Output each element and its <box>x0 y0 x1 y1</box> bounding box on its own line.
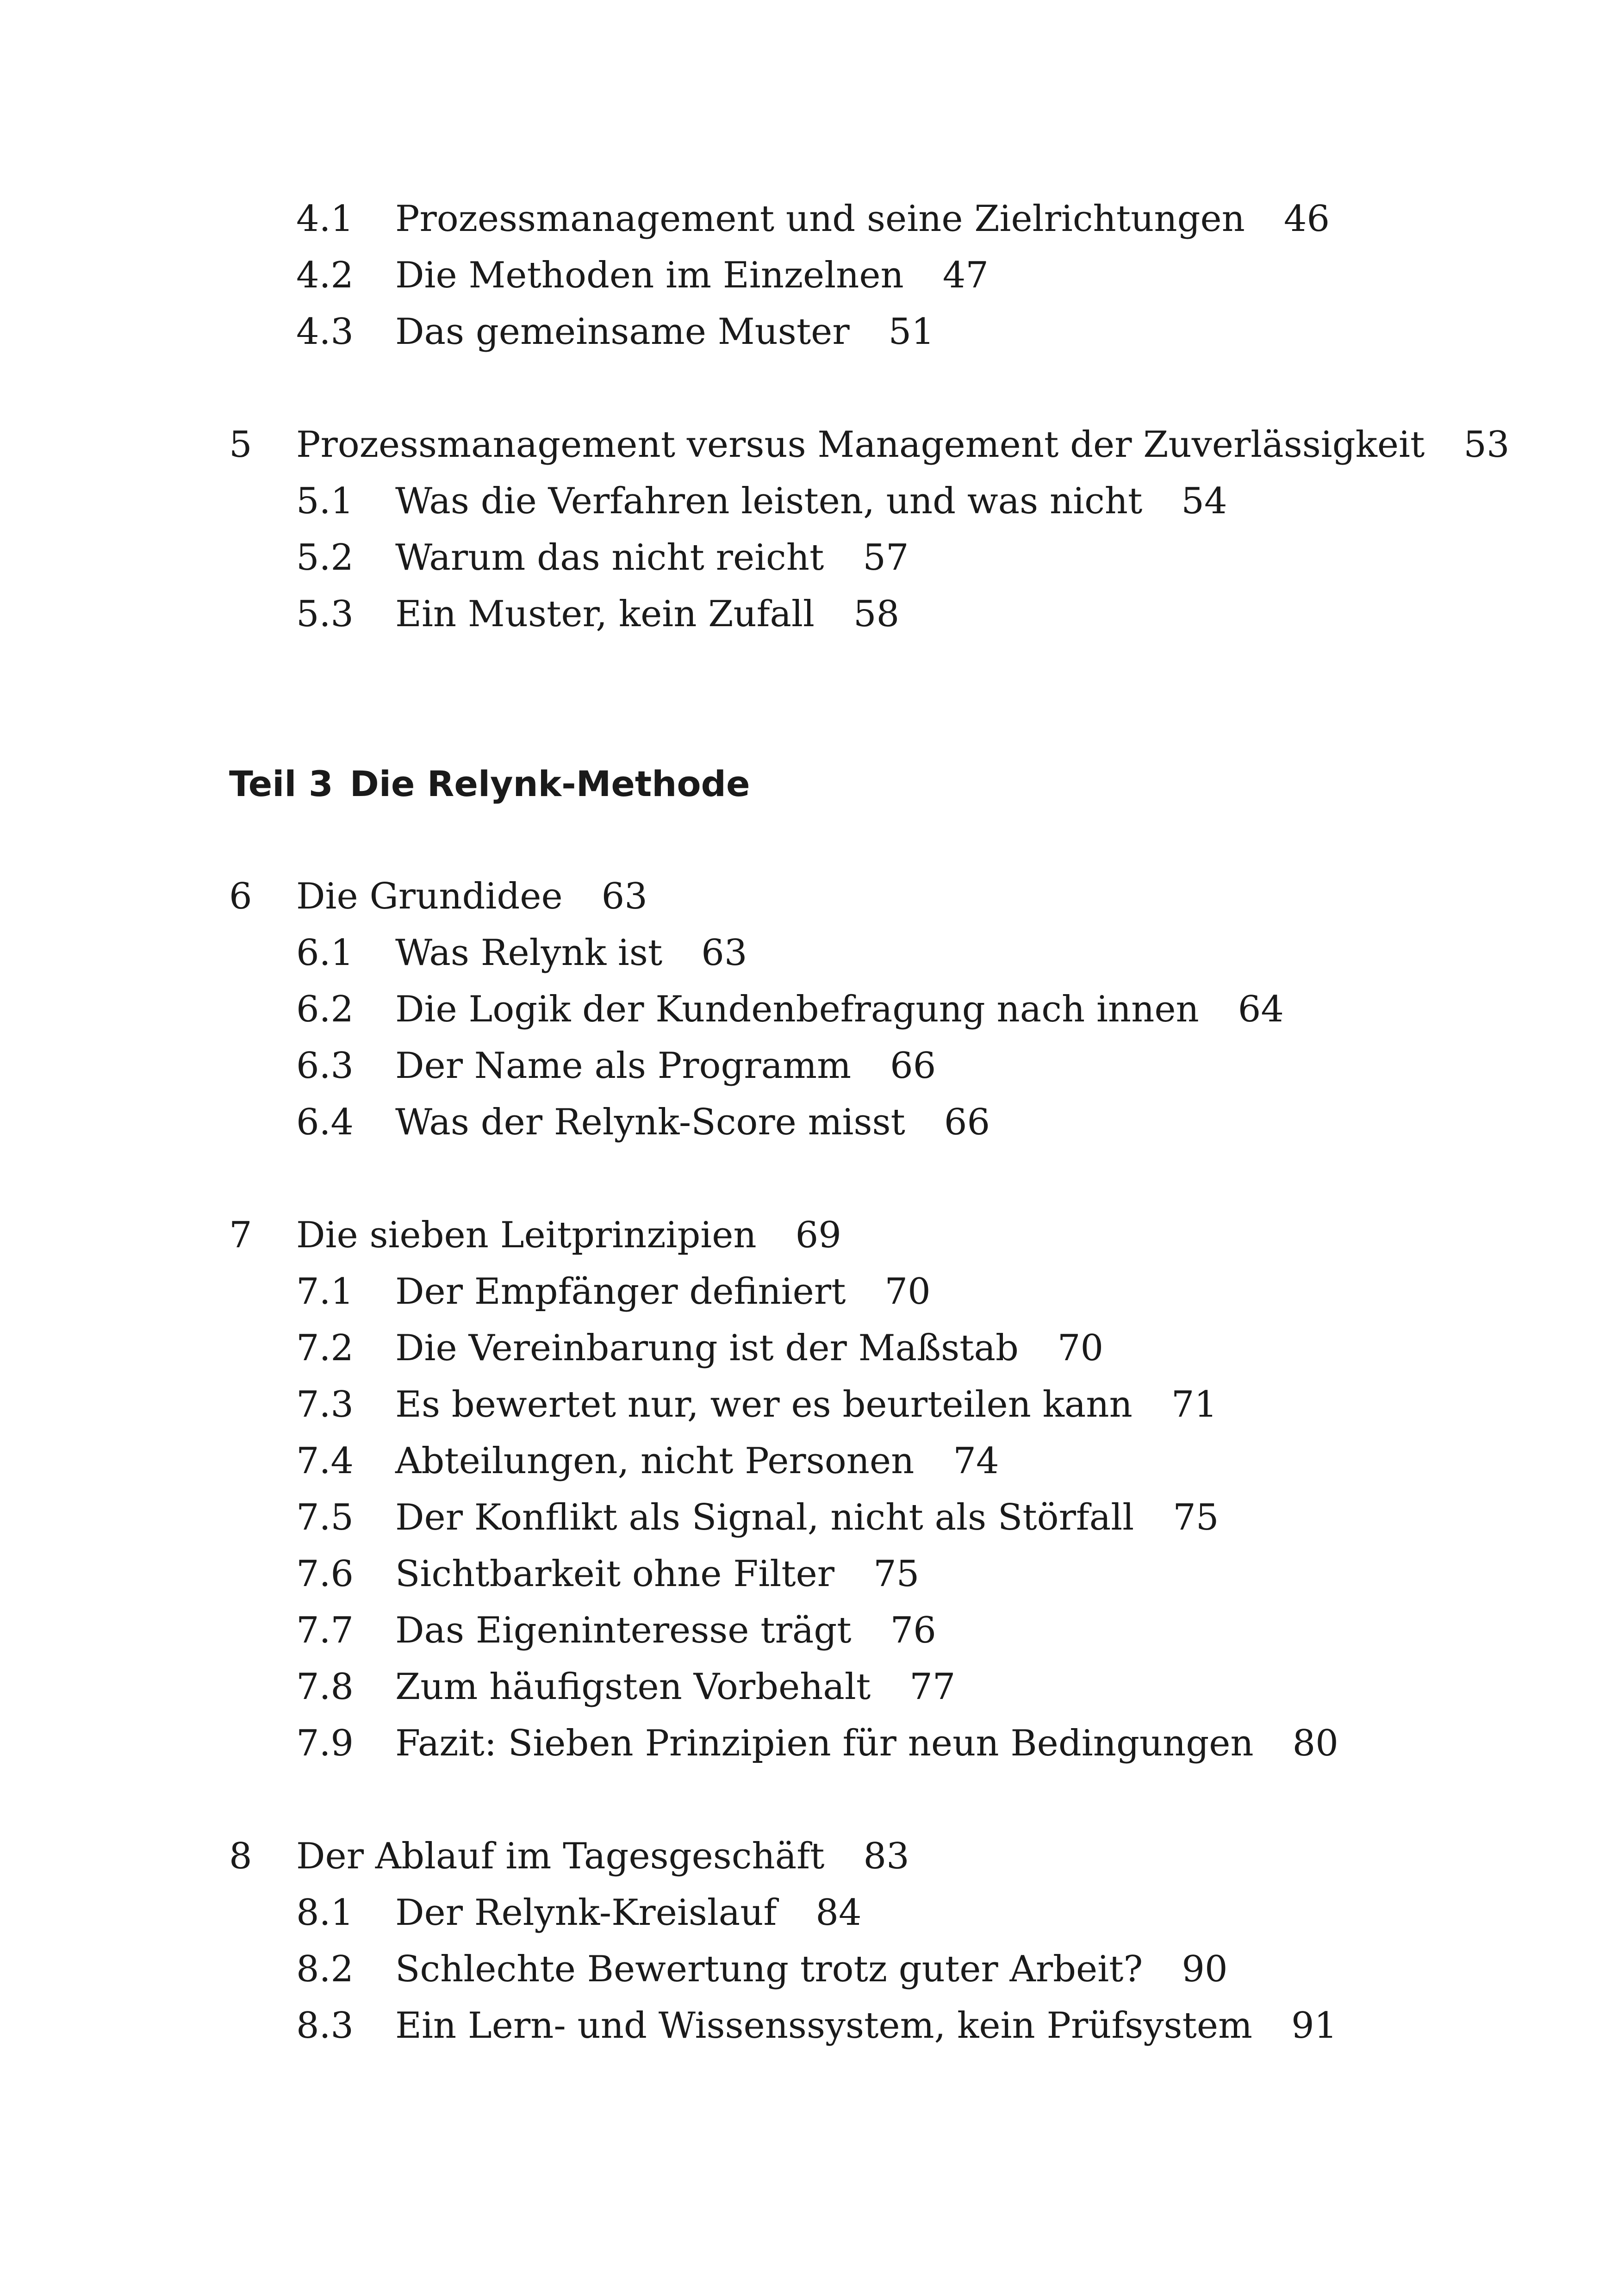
chapter-title-wrap <box>296 1828 909 1885</box>
entry-title: Der Name als Programm <box>395 1045 852 1087</box>
entry-title-wrap <box>395 529 909 586</box>
chapter-title: Die sieben Leitprinzipien <box>296 1214 757 1256</box>
entry-title: Zum häufigsten Vorbehalt <box>395 1666 871 1708</box>
entry-title-wrap <box>395 1489 1219 1546</box>
entry-number: 7.4 <box>296 1440 354 1482</box>
entry-number: 4.1 <box>296 198 354 240</box>
entry-title: Die Logik der Kundenbefragung nach innen <box>395 989 1199 1030</box>
part-label: Teil 3 <box>229 763 333 804</box>
entry-title: Der Empfänger definiert <box>395 1271 846 1313</box>
entry-page-number: 63 <box>701 932 747 974</box>
entry-number: 8.2 <box>296 1948 354 1990</box>
entry-number: 8.1 <box>296 1892 354 1934</box>
entry-page-number: 46 <box>1283 198 1330 240</box>
entry-page-number: 66 <box>890 1045 936 1087</box>
chapter-title: Die Grundidee <box>296 876 563 917</box>
entry-number: 7.3 <box>296 1384 354 1425</box>
entry-page-number: 71 <box>1171 1384 1218 1425</box>
chapter-page-number: 69 <box>795 1214 841 1256</box>
entry-title-wrap <box>395 191 1330 247</box>
chapter-number: 8 <box>229 1836 252 1877</box>
entry-number: 7.6 <box>296 1553 354 1595</box>
entry-page-number: 58 <box>853 593 900 635</box>
entry-title-wrap <box>395 925 747 981</box>
entry-title: Was Relynk ist <box>395 932 663 974</box>
entry-title: Der Konflikt als Signal, nicht als Störfall <box>395 1497 1134 1538</box>
chapter-page-number: 63 <box>601 876 647 917</box>
chapter-page-number: 83 <box>863 1836 909 1877</box>
entry-number: 7.2 <box>296 1327 354 1369</box>
entry-page-number: 70 <box>884 1271 931 1313</box>
entry-title-wrap <box>395 1094 990 1151</box>
entry-title-wrap <box>395 1320 1103 1376</box>
entry-page-number: 75 <box>1173 1497 1219 1538</box>
entry-title: Schlechte Bewertung trotz guter Arbeit? <box>395 1948 1143 1990</box>
entry-page-number: 76 <box>890 1610 936 1651</box>
part-heading <box>229 756 750 812</box>
entry-title: Was die Verfahren leisten, und was nicht <box>395 480 1143 522</box>
entry-title-wrap <box>395 1376 1217 1433</box>
entry-page-number: 47 <box>942 255 989 296</box>
chapter-title: Der Ablauf im Tagesgeschäft <box>296 1836 825 1877</box>
entry-number: 8.3 <box>296 2005 354 2047</box>
entry-title-wrap <box>395 1941 1228 1997</box>
entry-number: 4.3 <box>296 311 354 353</box>
entry-page-number: 77 <box>909 1666 956 1708</box>
entry-page-number: 91 <box>1291 2005 1338 2047</box>
entry-number: 5.1 <box>296 480 354 522</box>
entry-page-number: 84 <box>815 1892 862 1934</box>
entry-page-number: 51 <box>888 311 934 353</box>
chapter-title: Prozessmanagement versus Management der Zuverlässigkeit <box>296 424 1425 466</box>
entry-number: 7.8 <box>296 1666 354 1708</box>
entry-title-wrap <box>395 304 934 360</box>
entry-title-wrap <box>395 1659 955 1715</box>
chapter-title-wrap <box>296 868 647 925</box>
entry-title: Fazit: Sieben Prinzipien für neun Bedingungen <box>395 1723 1254 1764</box>
chapter-number: 7 <box>229 1214 252 1256</box>
entry-title-wrap <box>395 247 989 304</box>
chapter-number: 5 <box>229 424 252 466</box>
entry-page-number: 90 <box>1182 1948 1228 1990</box>
entry-title: Ein Lern- und Wissenssystem, kein Prüfsystem <box>395 2005 1253 2047</box>
entry-number: 6.1 <box>296 932 354 974</box>
entry-title-wrap <box>395 981 1284 1038</box>
entry-number: 6.2 <box>296 989 354 1030</box>
entry-page-number: 54 <box>1181 480 1227 522</box>
entry-page-number: 80 <box>1292 1723 1338 1764</box>
entry-page-number: 74 <box>953 1440 999 1482</box>
entry-title-wrap <box>395 1546 919 1602</box>
entry-page-number: 70 <box>1057 1327 1104 1369</box>
entry-title: Die Methoden im Einzelnen <box>395 255 904 296</box>
entry-title-wrap <box>395 1602 936 1659</box>
entry-title-wrap <box>395 1885 862 1941</box>
chapter-page-number: 53 <box>1463 424 1510 466</box>
entry-number: 7.1 <box>296 1271 354 1313</box>
entry-title-wrap <box>395 586 899 642</box>
entry-title: Sichtbarkeit ohne Filter <box>395 1553 835 1595</box>
entry-page-number: 75 <box>873 1553 920 1595</box>
entry-title: Es bewertet nur, wer es beurteilen kann <box>395 1384 1133 1425</box>
entry-number: 4.2 <box>296 255 354 296</box>
entry-title: Das gemeinsame Muster <box>395 311 850 353</box>
entry-number: 5.3 <box>296 593 354 635</box>
entry-title: Was der Relynk-Score misst <box>395 1101 905 1143</box>
entry-number: 7.7 <box>296 1610 354 1651</box>
chapter-title-wrap <box>296 1207 841 1263</box>
entry-title: Abteilungen, nicht Personen <box>395 1440 915 1482</box>
entry-number: 6.3 <box>296 1045 354 1087</box>
entry-title: Warum das nicht reicht <box>395 537 824 579</box>
part-title: Die Relynk-Methode <box>349 763 750 804</box>
entry-page-number: 64 <box>1238 989 1284 1030</box>
entry-title: Der Relynk-Kreislauf <box>395 1892 777 1934</box>
entry-title: Das Eigeninteresse trägt <box>395 1610 852 1651</box>
entry-title: Prozessmanagement und seine Zielrichtungen <box>395 198 1245 240</box>
entry-title-wrap <box>395 1715 1338 1772</box>
chapter-number: 6 <box>229 876 252 917</box>
entry-number: 7.5 <box>296 1497 354 1538</box>
entry-title-wrap <box>395 1997 1337 2054</box>
entry-number: 6.4 <box>296 1101 354 1143</box>
entry-page-number: 66 <box>944 1101 990 1143</box>
entry-number: 7.9 <box>296 1723 354 1764</box>
entry-title-wrap <box>395 473 1227 529</box>
entry-number: 5.2 <box>296 537 354 579</box>
chapter-title-wrap <box>296 417 1510 473</box>
entry-title-wrap <box>395 1263 931 1320</box>
entry-title: Die Vereinbarung ist der Maßstab <box>395 1327 1019 1369</box>
entry-title: Ein Muster, kein Zufall <box>395 593 815 635</box>
entry-title-wrap <box>395 1038 936 1094</box>
entry-page-number: 57 <box>863 537 909 579</box>
entry-title-wrap <box>395 1433 999 1489</box>
